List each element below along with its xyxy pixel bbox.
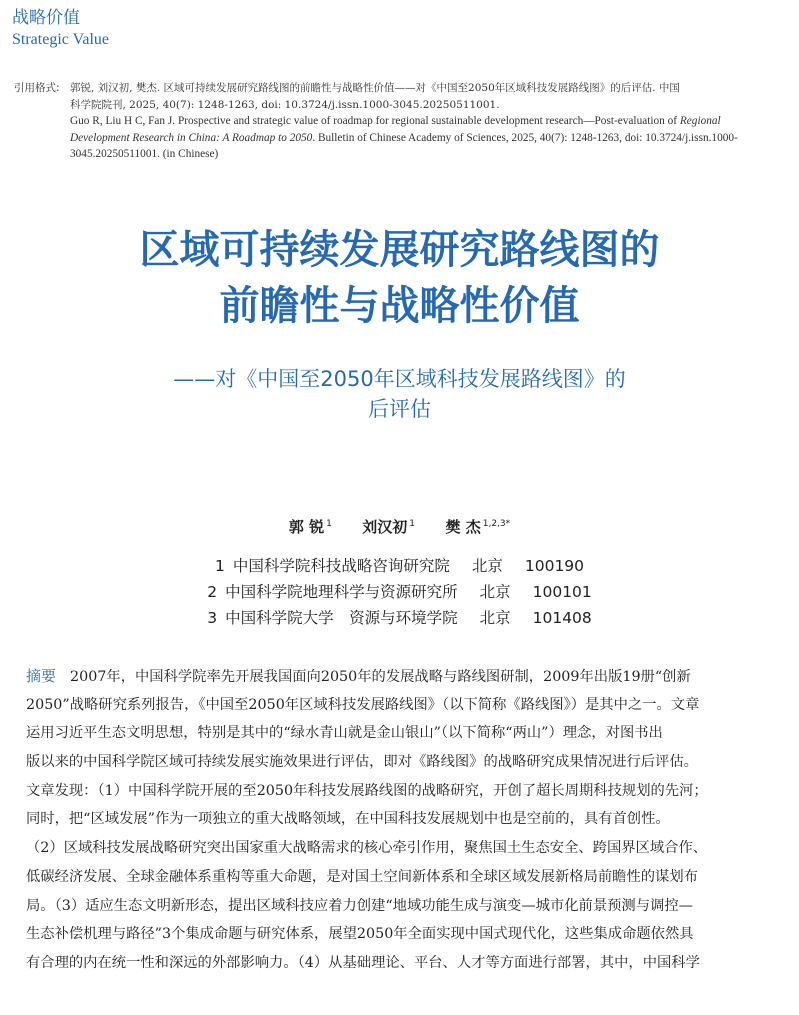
citation-cn-line: 科学院院刊, 2025, 40(7): 1248-1263, doi: 10.3724/j.issn.1000-3045.20250511001. — [70, 98, 500, 111]
citation-en-text: Guo R, Liu H C, Fan J. Prospective and strategic value of roadmap for regional sustainable development research—Post-evaluation of — [70, 115, 680, 127]
abstract — [26, 662, 783, 978]
abstract-line: 2050”战略研究系列报告，《中国至2050年区域科技发展路线图》（以下简称《路线图》）是其中之一。文章 — [26, 696, 700, 713]
subtitle-line: ——对《中国至2050年区域科技发展路线图》的 — [173, 367, 626, 391]
abstract-line: 同时，把“区域发展”作为一项独立的重大战略领域，在中国科技发展规划中也是空前的，具有首创性。 — [26, 811, 670, 828]
abstract-line: 文章发现：（1）中国科学院开展的至2050年科技发展路线图的战略研究，开创了超长周期科技规划的先河； — [26, 782, 708, 799]
affiliation-city: 北京 — [471, 557, 503, 575]
abstract-line: 生态补偿机理与路径”3个集成命题与研究体系，展望2050年全面实现中国式现代化，这些集成命题依然具 — [26, 926, 694, 943]
abstract-line: 局。（3）适应生态文明新形态，提出区域科技应着力创建“地域功能生成与演变—城市化前景预测与调控— — [26, 897, 693, 914]
citation-cn-line: 郭锐, 刘汉初, 樊杰. 区域可持续发展研究路线图的前瞻性与战略性价值——对《中国至2050年区域科技发展路线图》的后评估. 中国 — [70, 82, 680, 94]
affiliation-city: 北京 — [479, 609, 511, 627]
affiliation — [0, 605, 799, 631]
affiliation-zip: 100101 — [532, 583, 592, 601]
abstract-line: （2）区域科技发展战略研究突出国家重大战略需求的核心牵引作用，聚焦国土生态安全、跨国界区域合作、 — [26, 840, 708, 857]
citation-block — [14, 80, 794, 163]
journal-section-header — [12, 8, 109, 50]
citation-en-text: . Bulletin of Chinese Academy of Sciences, 2025, 40(7): 1248-1263, doi: 10.3724/j.issn.1000- — [312, 131, 738, 144]
abstract-line: 低碳经济发展、全球金融体系重构等重大命题，是对国土空间新体系和全球区域发展新格局前瞻性的谋划布 — [26, 868, 698, 885]
citation-en-text: 3045.20250511001. (in Chinese) — [70, 148, 219, 160]
author-affil-mark: 1,2,3* — [482, 519, 511, 529]
affiliation-org: 中国科学院大学 资源与环境学院 — [225, 609, 458, 627]
affiliation-number: 1 — [214, 557, 225, 575]
abstract-text: 2007年，中国科学院率先开展我国面向2050年的发展战略与路线图研制，2009年出版19册“创新 — [70, 669, 691, 685]
affiliation — [0, 579, 799, 605]
affiliation-org: 中国科学院科技战略咨询研究院 — [232, 557, 450, 575]
article-subtitle — [0, 364, 799, 424]
abstract-line: 运用习近平生态文明思想，特别是其中的“绿水青山就是金山银山”（以下简称“两山”）理念，对图书出 — [26, 725, 663, 742]
title-line: 前瞻性与战略性价值 — [219, 283, 580, 329]
affiliation-number: 3 — [207, 609, 218, 627]
section-title-cn: 战略价值 — [12, 8, 80, 28]
affiliation-org: 中国科学院地理科学与资源研究所 — [225, 583, 458, 601]
title-line: 区域可持续发展研究路线图的 — [139, 227, 660, 273]
affiliation-zip: 100190 — [524, 557, 585, 575]
author-name: 郭 锐 — [288, 518, 325, 536]
affiliation — [0, 553, 799, 579]
citation-en-italic: Development Research in China: A Roadmap to 2050 — [70, 131, 313, 144]
citation-en — [70, 113, 794, 163]
author-list — [0, 516, 799, 537]
author-name: 樊 杰 — [445, 518, 481, 536]
affiliation-number: 2 — [207, 583, 218, 601]
citation-en-italic: Regional — [679, 115, 721, 127]
subtitle-line: 后评估 — [368, 397, 431, 421]
abstract-line: 版以来的中国科学院区域可持续发展实施效果进行评估，即对《路线图》的战略研究成果情况进行后评估。 — [26, 754, 698, 771]
affiliation-list — [0, 553, 799, 631]
section-title-en: Strategic Value — [12, 31, 110, 48]
affiliation-zip: 101408 — [532, 609, 592, 627]
abstract-label: 摘要 — [26, 667, 57, 685]
author-affil-mark: 1 — [326, 519, 332, 529]
affiliation-city: 北京 — [479, 583, 511, 601]
citation-label: 引用格式: — [14, 82, 60, 94]
author-name: 刘汉初 — [362, 518, 408, 536]
article-title — [0, 222, 799, 334]
abstract-line: 有合理的内在统一性和深远的外部影响力。（4）从基础理论、平台、人才等方面进行部署，其中，中国科学 — [26, 954, 700, 971]
author-affil-mark: 1 — [409, 519, 416, 529]
abstract-line — [26, 662, 783, 691]
